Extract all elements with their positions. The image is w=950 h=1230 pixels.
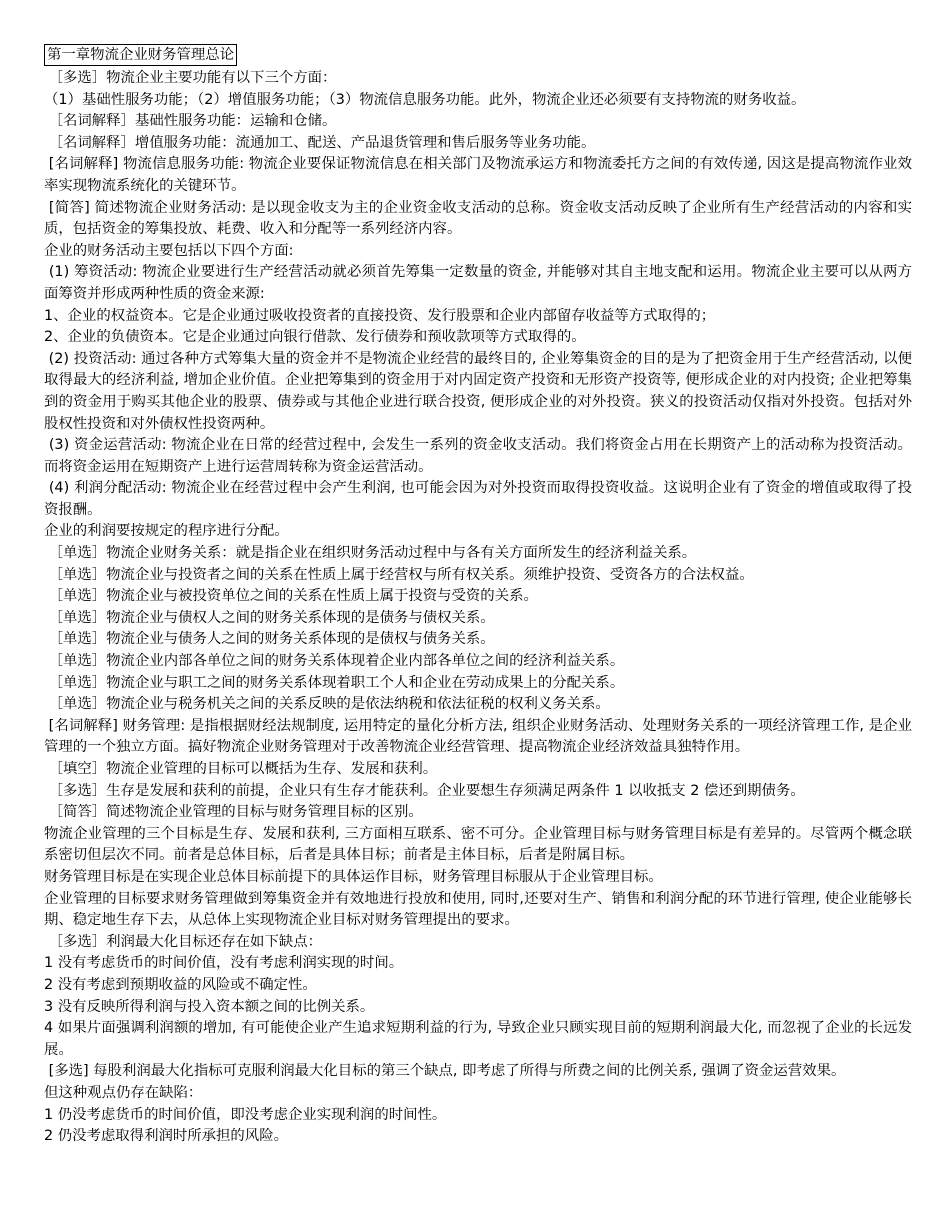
paragraph: ［单选］物流企业内部各单位之间的财务关系体现着企业内部各单位之间的经济利益关系。 [44, 653, 625, 670]
paragraph: (2) 投资活动: 通过各种方式筹集大量的资金并不是物流企业经营的最终目的, 企业筹集资金的目的是为了把资金用于生产经营活动, 以便取得最大的经济利益, 增加企业价值。企业把筹集到的资金用于对内固定资产投资和无形资产投资等, 便形成企业的对内投资; 企业把筹集到的资金用于购买其他企业的股票、债券或与其他企业进行联合投资, 便形成企业的对外投资。狭义的投资活动仅指对外投资。包括对外股权性投资和对外债权性投资两种。 [44, 350, 912, 432]
paragraph: ［单选］物流企业与职工之间的财务关系体现着职工个人和企业在劳动成果上的分配关系。 [44, 674, 625, 691]
paragraph: ［简答］简述物流企业管理的目标与财务管理目标的区别。 [44, 804, 423, 821]
paragraph: 企业的利润要按规定的程序进行分配。 [44, 523, 289, 540]
paragraph: [简答] 简述物流企业财务活动: 是以现金收支为主的企业资金收支活动的总称。资金收支活动反映了企业所有生产经营活动的内容和实质，包括资金的筹集投放、耗费、收入和分配等一系列经济内容。 [44, 199, 912, 238]
paragraph: [多选] 每股利润最大化指标可克服利润最大化目标的第三个缺点, 即考虑了所得与所费之间的比例关系, 强调了资金运营效果。 [44, 1063, 846, 1080]
paragraph: 2、企业的负债资本。它是企业通过向银行借款、发行债券和预收款项等方式取得的。 [44, 329, 586, 346]
paragraph: ［名词解释］基础性服务功能：运输和仓储。 [44, 113, 337, 130]
paragraph: [名词解释] 物流信息服务功能: 物流企业要保证物流信息在相关部门及物流承运方和物流委托方之间的有效传递, 因这是提高物流作业效率实现物流系统化的关键环节。 [44, 156, 912, 194]
paragraph: ［多选］生存是发展和获利的前提，企业只有生存才能获利。企业要想生存须满足两条件 1 以收抵支 2 偿还到期债务。 [44, 782, 805, 799]
paragraph: 2 仍没考虑取得利润时所承担的风险。 [44, 1128, 288, 1145]
paragraph: ［填空］物流企业管理的目标可以概括为生存、发展和获利。 [44, 761, 438, 777]
paragraph: ［单选］物流企业与税务机关之间的关系反映的是依法纳税和依法征税的权利义务关系。 [44, 696, 610, 713]
paragraph: 1、企业的权益资本。它是企业通过吸收投资者的直接投资、发行股票和企业内部留存收益等方式取得的； [44, 307, 716, 324]
paragraph: ［单选］物流企业与投资者之间的关系在性质上属于经营权与所有权关系。须维护投资、受资各方的合法权益。 [44, 566, 754, 583]
paragraph: 物流企业管理的三个目标是生存、发展和获利, 三方面相互联系、密不可分。企业管理目标与财务管理目标是有差异的。尽管两个概念联系密切但层次不同。前者是总体目标，后者是具体目标；前者是主体目标，后者是附属目标。 [44, 825, 912, 864]
paragraph: ［单选］物流企业与债权人之间的财务关系体现的是债务与债权关系。 [44, 609, 495, 626]
chapter-title: 第一章物流企业财务管理总论 [44, 44, 237, 66]
paragraph: 企业的财务活动主要包括以下四个方面: [44, 242, 294, 259]
paragraph: 1 没有考虑货币的时间价值，没有考虑利润实现的时间。 [44, 955, 404, 972]
paragraph: ［多选］物流企业主要功能有以下三个方面： [44, 70, 337, 86]
paragraph: ［单选］物流企业与被投资单位之间的关系在性质上属于投资与受资的关系。 [44, 588, 538, 605]
paragraph: (1) 筹资活动: 物流企业要进行生产经营活动就必须首先筹集一定数量的资金, 并能够对其自主地支配和运用。物流企业主要可以从两方面筹资并形成两种性质的资金来源: [44, 264, 912, 302]
paragraph: 但这种观点仍存在缺陷： [44, 1084, 203, 1101]
paragraph: ［单选］物流企业与债务人之间的财务关系体现的是债权与债务关系。 [44, 631, 495, 648]
paragraph: [名词解释] 财务管理: 是指根据财经法规制度, 运用特定的量化分析方法, 组织企业财务活动、处理财务关系的一项经济管理工作, 是企业管理的一个独立方面。搞好物流企业财务管理对于改善物流企业经营管理、提高物流企业经济效益具独特作用。 [44, 717, 912, 756]
paragraph: 3 没有反映所得利润与投入资本额之间的比例关系。 [44, 998, 375, 1015]
paragraph: (3) 资金运营活动: 物流企业在日常的经营过程中, 会发生一系列的资金收支活动。我们将资金占用在长期资产上的活动称为投资活动。而将资金运用在短期资产上进行运营周转称为资金运营活动。 [44, 437, 912, 475]
paragraph: ［名词解释］增值服务功能：流通加工、配送、产品退货管理和售后服务等业务功能。 [44, 134, 596, 151]
paragraph: (4) 利润分配活动: 物流企业在经营过程中会产生利润, 也可能会因为对外投资而取得投资收益。这说明企业有了资金的增值或取得了投资报酬。 [44, 480, 912, 518]
paragraph: 企业管理的目标要求财务管理做到筹集资金并有效地进行投放和使用, 同时,还要对生产、销售和利润分配的环节进行管理, 使企业能够长期、稳定地生存下去，从总体上实现物流企业目标对财务管理提出的要求。 [44, 890, 912, 929]
paragraph: ［多选］利润最大化目标还存在如下缺点： [44, 933, 323, 950]
paragraph: ［单选］物流企业财务关系：就是指企业在组织财务活动过程中与各有关方面所发生的经济利益关系。 [44, 545, 697, 562]
document-body [44, 68, 912, 1148]
paragraph: 财务管理目标是在实现企业总体目标前提下的具体运作目标，财务管理目标服从于企业管理目标。 [44, 868, 663, 885]
paragraph: （1）基础性服务功能；（2）增值服务功能；（3）物流信息服务功能。此外，物流企业还必须要有支持物流的财务收益。 [44, 91, 806, 108]
paragraph: 1 仍没考虑货币的时间价值，即没考虑企业实现利润的时间性。 [44, 1106, 447, 1123]
paragraph: 2 没有考虑到预期收益的风险或不确定性。 [44, 976, 317, 993]
paragraph: 4 如果片面强调利润额的增加, 有可能使企业产生追求短期利益的行为, 导致企业只顾实现目前的短期利润最大化, 而忽视了企业的长远发展。 [44, 1020, 912, 1058]
